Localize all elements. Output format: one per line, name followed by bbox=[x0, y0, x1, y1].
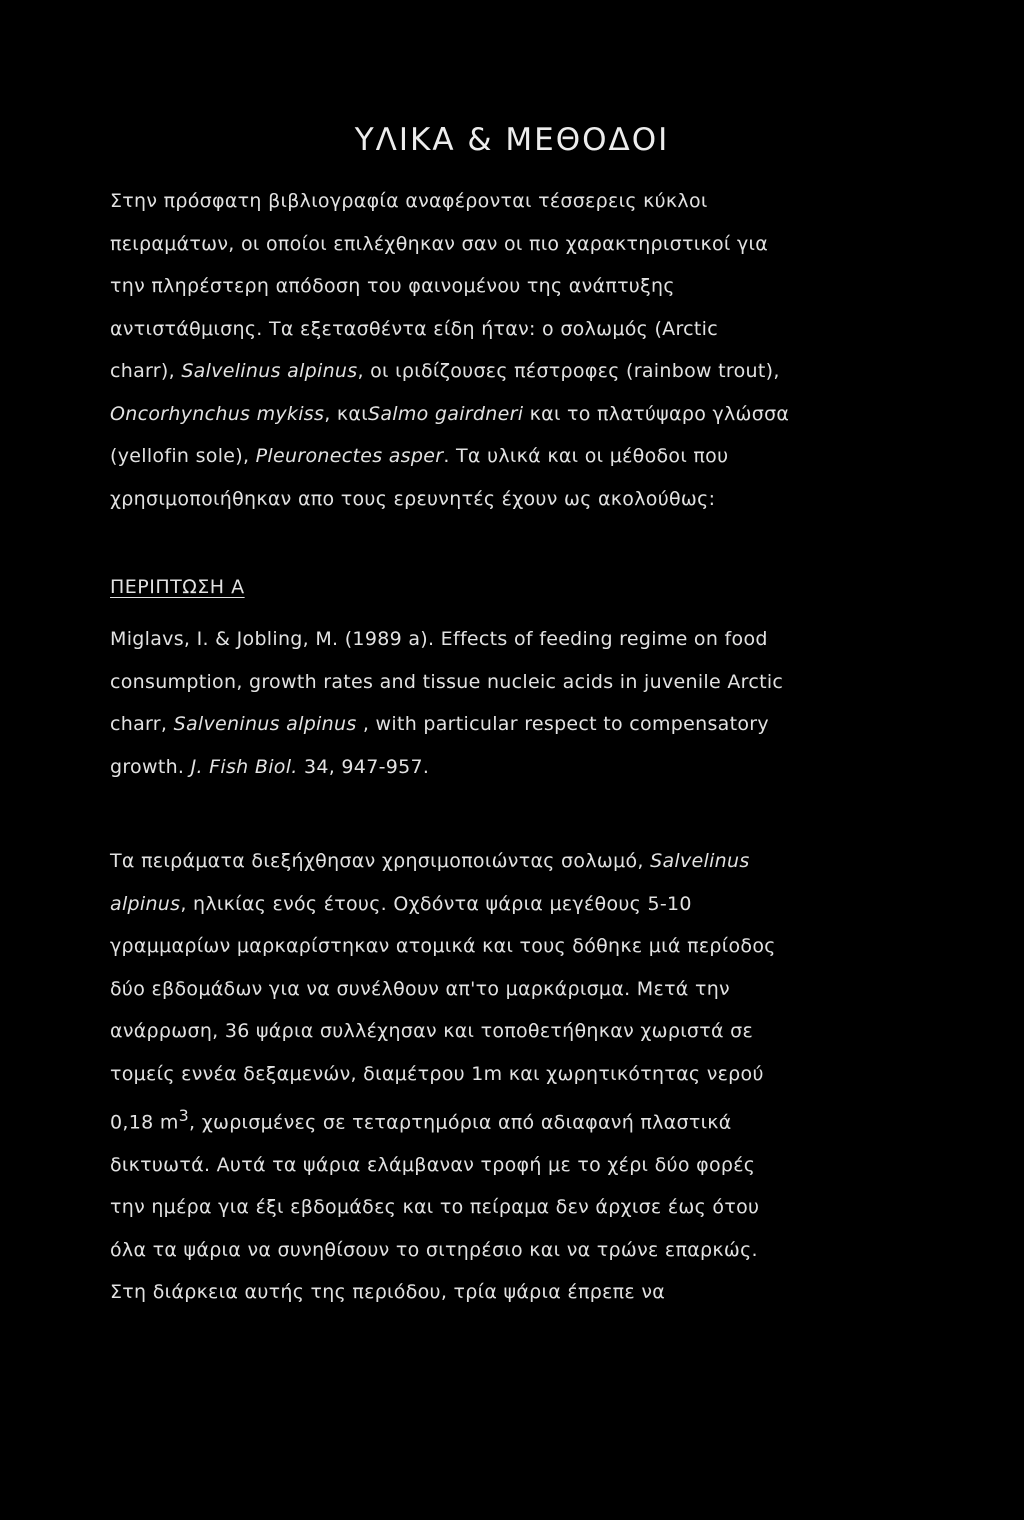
intro-line-2: πειραμάτων, οι οποίοι επιλέχθηκαν σαν οι πιο χαρακτηριστικοί για bbox=[110, 232, 769, 255]
intro-line-5 bbox=[110, 350, 940, 393]
body-line-10: όλα τα ψάρια να συνηθίσουν το σιτηρέσιο και να τρώνε επαρκώς. bbox=[110, 1238, 758, 1261]
intro-text: και το πλατύψαρο γλώσσα bbox=[523, 402, 790, 425]
body-line-3: γραμμαρίων μαρκαρίστηκαν ατομικά και τους δόθηκε μιά περίοδος bbox=[110, 935, 776, 957]
page-title: ΥΛΙΚΑ & ΜΕΘΟΔΟΙ bbox=[354, 122, 670, 158]
intro-line-6 bbox=[110, 393, 940, 436]
intro-line-4: αντιστάθμισης. Τα εξετασθέντα είδη ήταν: ο σολωμός (Arctic bbox=[110, 317, 718, 340]
intro-paragraph bbox=[110, 180, 940, 520]
intro-text: (yellofin sole), bbox=[110, 445, 256, 467]
intro-line-7 bbox=[110, 435, 940, 478]
body-line-7 bbox=[110, 1095, 940, 1144]
reference-line-4 bbox=[110, 746, 940, 789]
body-line-11: Στη διάρκεια αυτής της περιόδου, τρία ψάρια έπρεπε να bbox=[110, 1281, 666, 1304]
species-name: Salvelinus bbox=[650, 850, 750, 872]
journal-name: J. Fish Biol. bbox=[190, 755, 298, 778]
species-name: alpinus bbox=[110, 892, 181, 915]
body-line-9: την ημέρα για έξι εβδομάδες και το πείραμα δεν άρχισε έως ότου bbox=[110, 1196, 760, 1219]
body-line-6: τομείς εννέα δεξαμενών, διαμέτρου 1m και χωρητικότητας νερού bbox=[110, 1062, 764, 1085]
body-text: , χωρισμένες σε τεταρτημόρια από αδιαφανή πλαστικά bbox=[189, 1111, 732, 1134]
species-name: Salvelinus alpinus bbox=[181, 360, 358, 382]
reference-text: growth. bbox=[110, 755, 191, 778]
species-name: Salmo gairdneri bbox=[367, 402, 524, 425]
reference-text: charr, bbox=[110, 713, 174, 735]
intro-text: . Τα υλικά και οι μέθοδοι που bbox=[443, 445, 729, 467]
reference-citation bbox=[110, 618, 940, 788]
body-line-1 bbox=[110, 840, 940, 883]
reference-text: , with particular respect to compensatory bbox=[356, 713, 769, 735]
reference-text: 34, 947-957. bbox=[297, 755, 430, 778]
intro-line-8: χρησιμοποιήθηκαν απο τους ερευνητές έχουν ως ακολούθως: bbox=[110, 487, 716, 510]
species-name: Salveninus alpinus bbox=[173, 713, 357, 735]
body-line-5: ανάρρωση, 36 ψάρια συλλέχησαν και τοποθετήθηκαν χωριστά σε bbox=[110, 1020, 754, 1042]
intro-line-3: την πληρέστερη απόδοση του φαινομένου της ανάπτυξης bbox=[110, 275, 675, 297]
reference-line-1: Miglavs, I. & Jobling, M. (1989 a). Effects of feeding regime on food bbox=[110, 628, 768, 650]
body-line-4: δύο εβδομάδων για να συνέλθουν απ'το μαρκάρισμα. Μετά την bbox=[110, 977, 730, 1000]
body-text: Τα πειράματα διεξήχθησαν χρησιμοποιώντας σολωμό, bbox=[110, 850, 651, 872]
body-text: 0,18 m bbox=[110, 1111, 179, 1134]
reference-line-2: consumption, growth rates and tissue nucleic acids in juvenile Arctic bbox=[110, 670, 784, 693]
intro-line-1: Στην πρόσφατη βιβλιογραφία αναφέρονται τέσσερεις κύκλοι bbox=[110, 190, 708, 212]
section-heading: ΠΕΡΙΠΤΩΣΗ Α bbox=[110, 576, 245, 598]
body-line-2 bbox=[110, 883, 940, 926]
species-name: Oncorhynchus mykiss bbox=[110, 402, 325, 425]
body-line-8: δικτυωτά. Αυτά τα ψάρια ελάμβαναν τροφή με το χέρι δύο φορές bbox=[110, 1153, 756, 1176]
body-text: , ηλικίας ενός έτους. Οχδόντα ψάρια μεγέθους 5-10 bbox=[180, 892, 692, 915]
intro-text: , και bbox=[324, 402, 368, 425]
intro-text: charr), bbox=[110, 360, 182, 382]
species-name: Pleuronectes asper bbox=[255, 445, 444, 467]
intro-text: , οι ιριδίζουσες πέστροφες (rainbow trout), bbox=[357, 360, 780, 382]
body-paragraph bbox=[110, 840, 940, 1314]
superscript: 3 bbox=[178, 1106, 190, 1125]
reference-line-3 bbox=[110, 703, 940, 746]
